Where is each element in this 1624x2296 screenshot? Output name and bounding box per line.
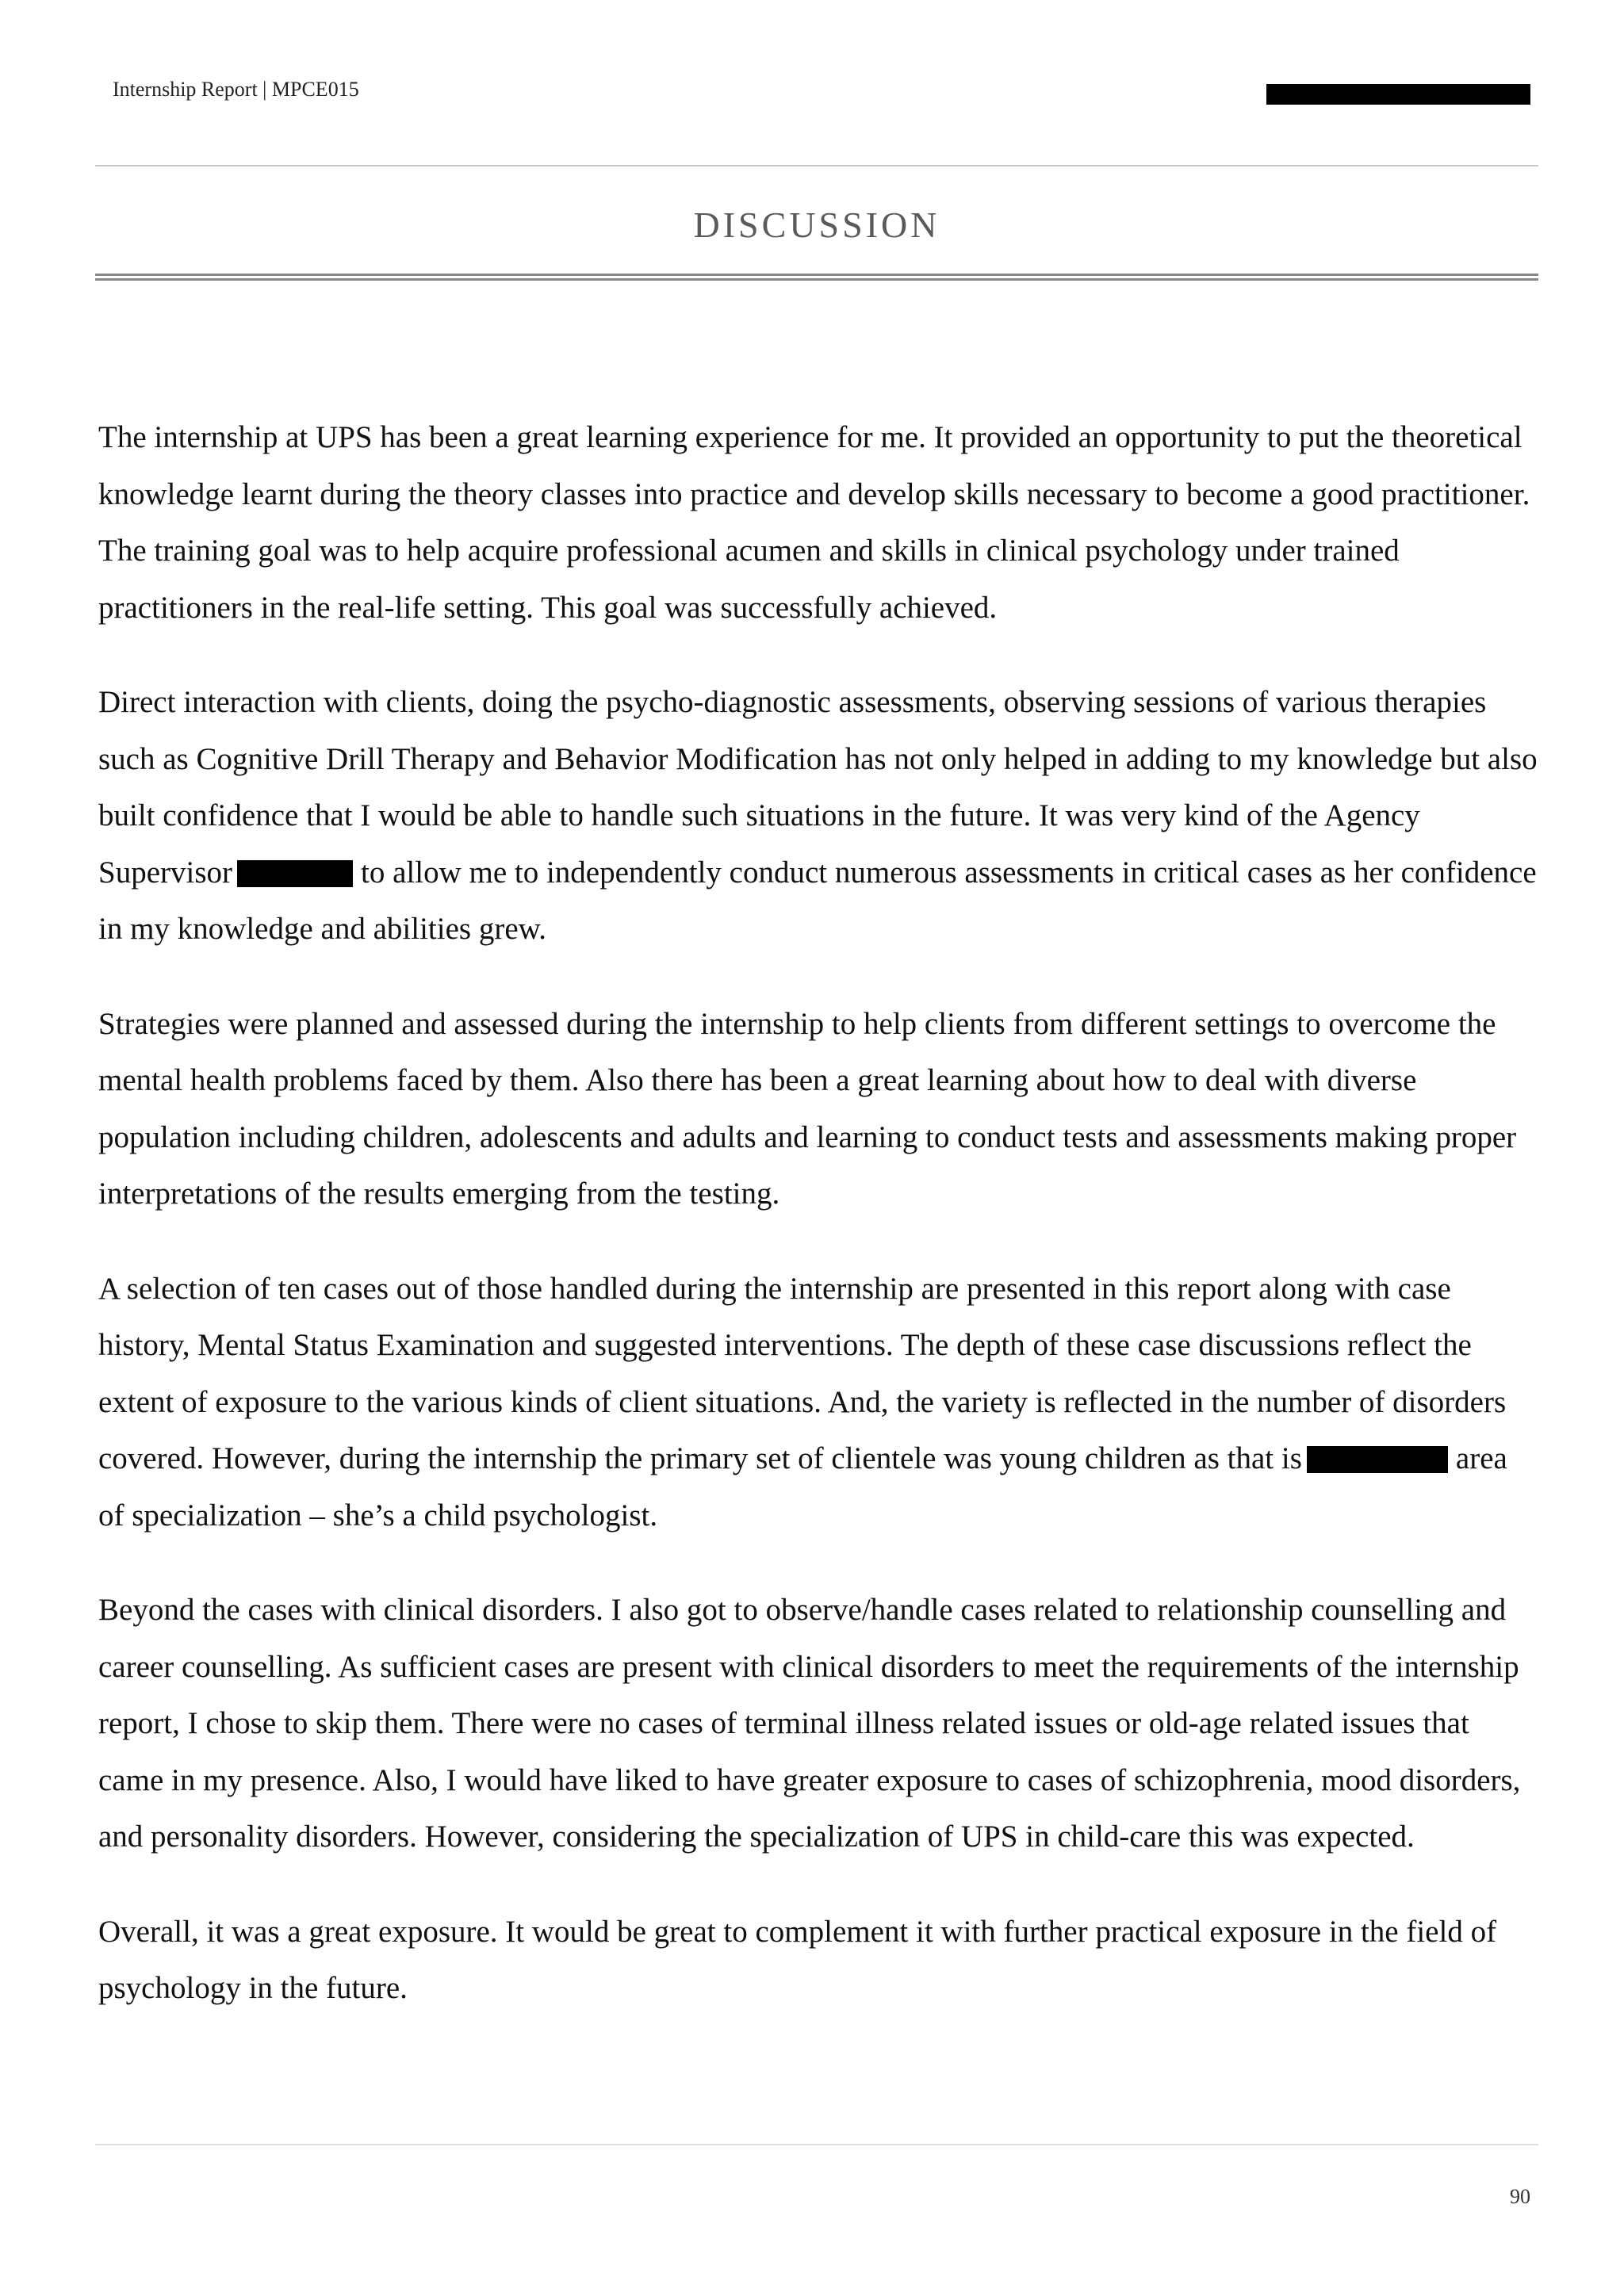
paragraph-3: Strategies were planned and assessed during the internship to help clients from different settings to overcome the mental health problems faced by them. Also there has been a great learning about how to deal with diverse population including children, adolescents and adults and learning to conduct tests and assessments making proper interpretations of the results emerging from the testing. [98,1006,1517,1211]
paragraph-2-text-before: Direct interaction with clients, doing the psycho-diagnostic assessments, observing sessions of various therapies such as Cognitive Drill Therapy and Behavior Modification has not only helped in adding to my knowledge but also built confidence that I would be able to handle such situations in the future. It was very kind of the Agency Supervisor [98,685,1538,890]
paragraph-5: Beyond the cases with clinical disorders. I also got to observe/handle cases related to relationship counselling and career counselling. As sufficient cases are present with clinical disorders to meet the requirements of the internship report, I chose to skip them. There were no cases of terminal illness related issues or old-age related issues that came in my presence. Also, I would have liked to have greater exposure to cases of schizophrenia, mood disorders, and personality disorders. However, considering the specialization of UPS in child-care this was expected. [98,1593,1521,1854]
paragraph-4-text-after: area of specialization – she’s a child psychologist. [98,1441,1507,1533]
title-double-rule [95,274,1538,281]
footer-divider [95,2144,1538,2145]
paragraph-6: Overall, it was a great exposure. It would be great to complement it with further practical exposure in the field of psychology in the future. [98,1914,1497,2005]
header-report-title: Internship Report | MPCE015 [113,78,359,101]
body-text [98,409,1538,2055]
paragraph-1: The internship at UPS has been a great learning experience for me. It provided an opportunity to put the theoretical knowledge learnt during the theory classes into practice and develop skills necessary to become a good practitioner. The training goal was to help acquire professional acumen and skills in clinical psychology under trained practitioners in the real-life setting. This goal was successfully achieved. [98,420,1530,625]
section-title: DISCUSSION [693,205,940,245]
paragraph-2-text-after: to allow me to independently conduct numerous assessments in critical cases as her confidence in my knowledge and abilities grew. [98,855,1537,946]
header-divider [95,165,1538,166]
specialist-name-redaction [1307,1446,1448,1473]
paragraph-4-text-before: A selection of ten cases out of those handled during the internship are presented in this report along with case history, Mental Status Examination and suggested interventions. The depth of these case discussions reflect the extent of exposure to the various kinds of client situations. And, the variety is reflected in the number of disorders covered. However, during the internship the primary set of clientele was young children as that is [98,1271,1507,1475]
paragraph-4 [98,1261,1538,1544]
header-redaction-block [1266,84,1530,105]
paragraph-2 [98,674,1538,958]
supervisor-name-redaction [237,860,353,887]
page-number: 90 [1510,2185,1530,2208]
